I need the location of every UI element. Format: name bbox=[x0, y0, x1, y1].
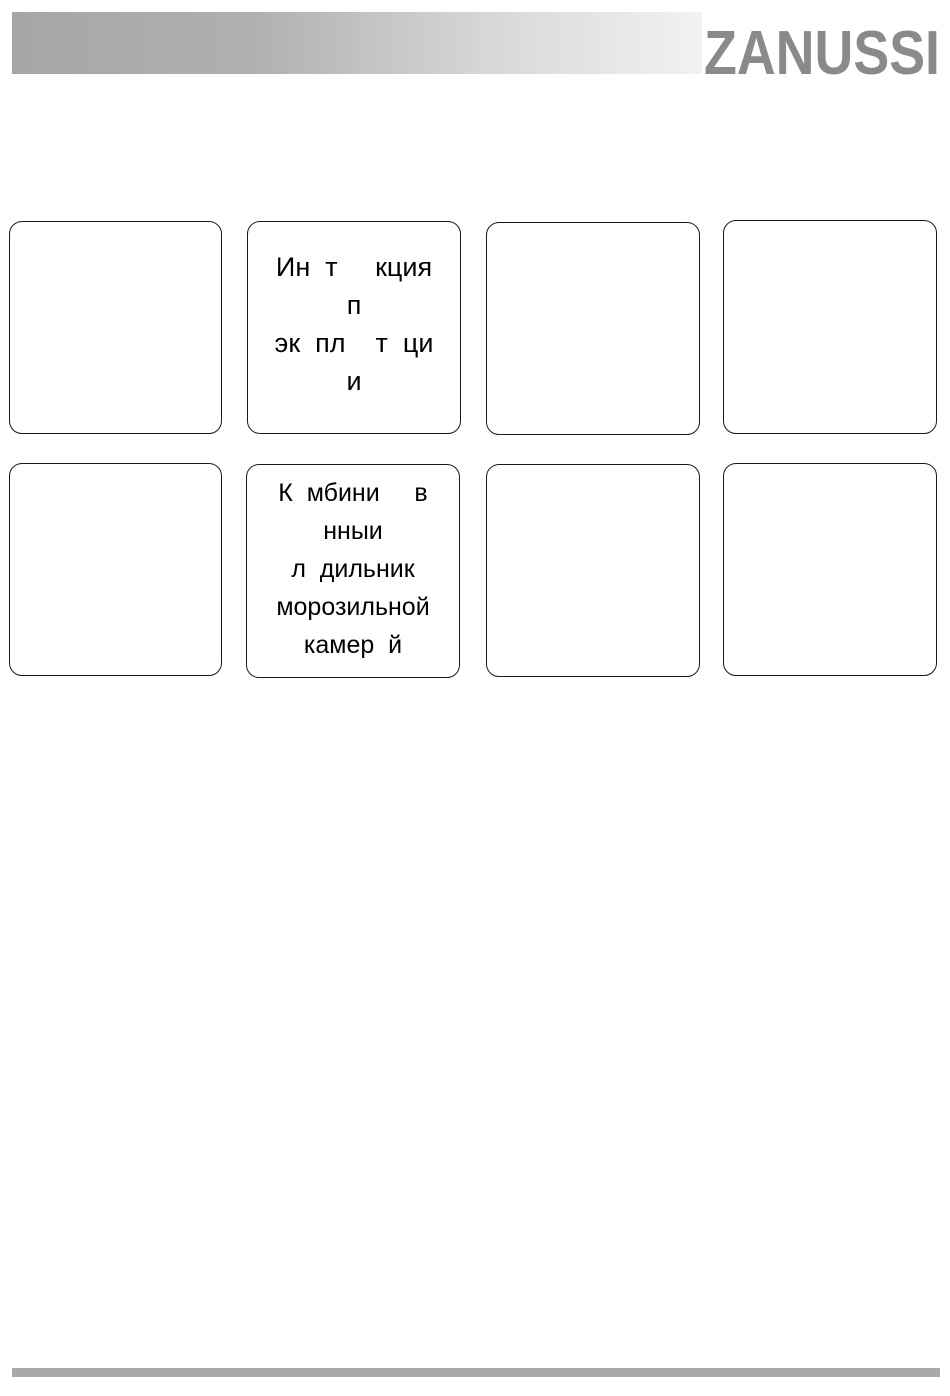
instruction-title-line-1: Ин т кция bbox=[275, 252, 433, 282]
product-title-line-3: л дильник bbox=[291, 555, 415, 583]
product-title-text bbox=[247, 474, 459, 664]
product-title-line-4: морозильной bbox=[276, 593, 430, 621]
header-gradient-bar bbox=[12, 12, 702, 74]
instruction-title-text bbox=[248, 248, 460, 400]
panel-r2-c3 bbox=[486, 464, 700, 677]
product-title-line-2: нныи bbox=[323, 517, 383, 545]
instruction-title-line-2: п bbox=[346, 290, 362, 320]
panel-r2-c4 bbox=[723, 463, 937, 676]
zanussi-logo bbox=[700, 6, 944, 88]
panel-r1-c4 bbox=[723, 220, 937, 434]
instruction-title-line-3: эк пл т ци bbox=[274, 328, 434, 358]
panel-title-instruction bbox=[247, 221, 461, 434]
panel-r2-c1 bbox=[9, 463, 222, 676]
product-title-line-1: К мбини в bbox=[278, 479, 428, 507]
panel-r1-c3 bbox=[486, 222, 700, 435]
product-title-line-5: камер й bbox=[303, 631, 403, 659]
panel-title-product bbox=[246, 464, 460, 678]
brand-wordmark: ZANUSSI bbox=[704, 19, 940, 88]
footer-bar bbox=[12, 1368, 940, 1377]
instruction-title-line-4: и bbox=[346, 366, 362, 396]
panel-r1-c1 bbox=[9, 221, 222, 434]
